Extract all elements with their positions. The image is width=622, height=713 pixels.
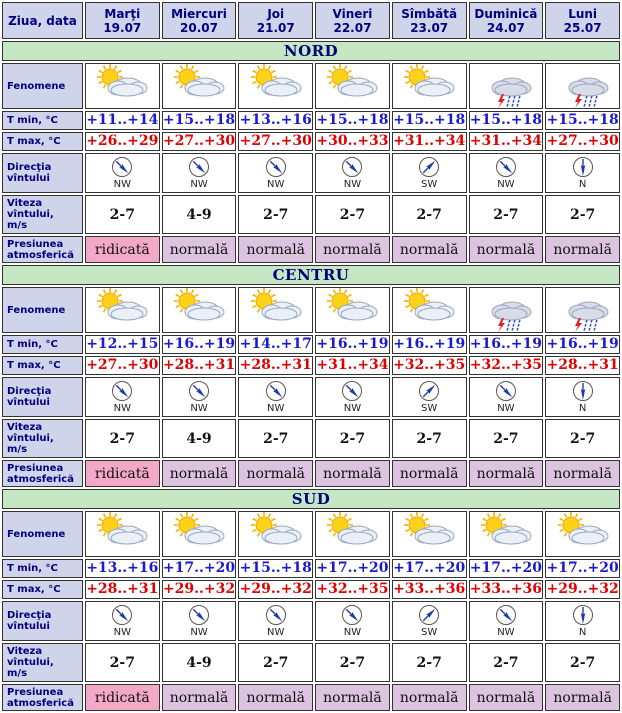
wind-direction — [239, 156, 312, 190]
header-day — [392, 2, 467, 39]
compass-arrow-icon — [265, 604, 287, 626]
wind-speed-value: 2-7 — [545, 195, 620, 234]
compass-arrow-icon — [572, 156, 594, 178]
wind-speed-value: 4-9 — [162, 195, 237, 234]
header-corner: Ziua, data — [2, 2, 83, 39]
tmin-value: +16..+19 — [316, 336, 389, 352]
wind-direction-cell — [545, 153, 620, 193]
day-name: Sîmbătă — [401, 6, 458, 21]
tmax-value: +27..+30 — [239, 133, 312, 149]
thunderstorm-rain-icon — [470, 64, 543, 108]
tmin-value: +17..+20 — [316, 560, 389, 576]
compass-arrow-icon — [341, 156, 363, 178]
compass-arrow-icon — [495, 156, 517, 178]
partly-cloudy-icon — [316, 288, 389, 332]
thunderstorm-rain-icon — [546, 288, 619, 332]
label-line: Direcţia — [7, 610, 52, 621]
wind-direction — [86, 380, 159, 414]
weather-cell — [238, 63, 313, 109]
tmin-value: +14..+17 — [239, 336, 312, 352]
wind-direction-value: NW — [190, 179, 208, 190]
wind-direction — [316, 604, 389, 638]
tmin-row — [2, 335, 620, 354]
weather-cell — [238, 511, 313, 557]
compass-arrow-icon — [188, 604, 210, 626]
wind-direction-row — [2, 153, 620, 193]
day-name: Marţi — [104, 6, 141, 21]
phenomena-label: Fenomene — [2, 63, 83, 109]
wind-direction-cell — [85, 153, 160, 193]
phenomena-label: Fenomene — [2, 287, 83, 333]
thunderstorm-rain-icon — [470, 288, 543, 332]
day-name: Luni — [568, 6, 598, 21]
tmin-value: +16..+19 — [546, 336, 619, 352]
weather-cell — [545, 63, 620, 109]
weather-cell — [85, 511, 160, 557]
wind-direction-value: NW — [343, 179, 362, 190]
wind-direction-value: N — [578, 179, 587, 190]
wind-direction — [86, 156, 159, 190]
label-line: Presiunea — [7, 686, 64, 698]
header-day — [545, 2, 620, 39]
label-line: vîntului — [7, 397, 50, 408]
pressure-value: ridicată — [85, 236, 160, 263]
label-line: vîntului, — [7, 657, 54, 668]
wind-direction — [393, 380, 466, 414]
wind-speed-value: 4-9 — [162, 643, 237, 682]
partly-cloudy-icon — [470, 512, 543, 556]
pressure-label — [2, 236, 83, 263]
tmax-row — [2, 132, 620, 151]
wind-direction-cell — [392, 153, 467, 193]
wind-speed-value: 2-7 — [392, 643, 467, 682]
pressure-value: normală — [315, 236, 390, 263]
wind-speed-value: 2-7 — [469, 643, 544, 682]
pressure-value: normală — [238, 236, 313, 263]
weather-cell — [162, 287, 237, 333]
weather-cell — [392, 511, 467, 557]
wind-direction-cell — [392, 377, 467, 417]
tmax-value: +28..+31 — [546, 357, 619, 373]
wind-direction-cell — [469, 601, 544, 641]
wind-direction — [546, 380, 619, 414]
partly-cloudy-icon — [239, 512, 312, 556]
wind-direction-value: NW — [113, 403, 131, 414]
wind-direction — [470, 156, 543, 190]
wind-direction-value: NW — [497, 179, 515, 190]
wind-direction-value: SW — [421, 403, 438, 414]
wind-speed-value: 2-7 — [545, 643, 620, 682]
label-line: m/s — [7, 668, 28, 679]
wind-direction-value: NW — [343, 403, 362, 414]
region-title: CENTRU — [2, 265, 620, 285]
compass-arrow-icon — [418, 380, 440, 402]
wind-direction — [316, 380, 389, 414]
pressure-value: normală — [162, 684, 237, 711]
tmax-value: +29..+32 — [239, 581, 312, 597]
wind-direction-label — [2, 377, 83, 417]
wind-direction — [393, 156, 466, 190]
weather-cell — [545, 287, 620, 333]
wind-direction — [316, 156, 389, 190]
label-line: m/s — [7, 444, 28, 455]
wind-direction-value: NW — [343, 627, 362, 638]
pressure-value: normală — [238, 460, 313, 487]
wind-direction-row — [2, 377, 620, 417]
compass-arrow-icon — [418, 156, 440, 178]
wind-direction-value: N — [578, 403, 587, 414]
day-date: 25.07 — [563, 20, 602, 35]
tmax-label: T max, °C — [2, 580, 83, 599]
weather-cell — [85, 63, 160, 109]
wind-direction-cell — [85, 377, 160, 417]
wind-speed-value: 2-7 — [238, 195, 313, 234]
wind-direction-cell — [392, 601, 467, 641]
phenomena-row — [2, 287, 620, 333]
label-line: Direcţia — [7, 162, 52, 173]
wind-speed-value: 2-7 — [85, 195, 160, 234]
pressure-value: normală — [545, 236, 620, 263]
label-line: Presiunea — [7, 462, 64, 474]
wind-direction — [163, 604, 236, 638]
pressure-value: ridicată — [85, 684, 160, 711]
region-row — [2, 489, 620, 509]
header-day — [469, 2, 544, 39]
label-line: vîntului — [7, 621, 50, 632]
pressure-value: normală — [392, 684, 467, 711]
compass-arrow-icon — [265, 380, 287, 402]
compass-arrow-icon — [495, 604, 517, 626]
compass-arrow-icon — [111, 380, 133, 402]
wind-direction-value: NW — [190, 627, 208, 638]
wind-direction-cell — [315, 377, 390, 417]
header-day — [315, 2, 390, 39]
day-date: 19.07 — [103, 20, 142, 35]
tmin-value: +17..+20 — [546, 560, 619, 576]
day-date: 20.07 — [180, 20, 218, 35]
wind-speed-value: 2-7 — [315, 419, 390, 458]
tmin-value: +15..+18 — [162, 112, 236, 128]
tmax-value: +33..+36 — [469, 581, 542, 597]
tmin-value: +15..+18 — [316, 112, 389, 128]
tmin-value: +15..+18 — [469, 112, 542, 128]
tmax-value: +28..+31 — [162, 357, 236, 373]
pressure-label — [2, 460, 83, 487]
label-line: atmosferică — [7, 249, 74, 261]
partly-cloudy-icon — [86, 512, 159, 556]
weather-cell — [469, 63, 544, 109]
wind-speed-value: 2-7 — [315, 643, 390, 682]
pressure-value: normală — [162, 460, 237, 487]
label-line: vîntului, — [7, 433, 54, 444]
compass-arrow-icon — [572, 380, 594, 402]
pressure-value: normală — [162, 236, 237, 263]
partly-cloudy-icon — [316, 64, 389, 108]
wind-direction-cell — [545, 601, 620, 641]
tmax-value: +27..+30 — [86, 357, 159, 373]
partly-cloudy-icon — [239, 288, 312, 332]
wind-direction — [163, 156, 236, 190]
tmin-value: +16..+19 — [393, 336, 466, 352]
wind-direction-value: SW — [421, 179, 438, 190]
label-line: Viteza — [7, 422, 43, 433]
wind-direction-cell — [162, 601, 237, 641]
wind-direction — [163, 380, 236, 414]
wind-direction-value: NW — [267, 403, 285, 414]
partly-cloudy-icon — [393, 64, 466, 108]
wind-direction-cell — [469, 153, 544, 193]
label-line: atmosferică — [7, 473, 74, 485]
label-line: m/s — [7, 220, 28, 231]
pressure-row — [2, 460, 620, 487]
day-name: Duminică — [474, 6, 538, 21]
tmax-value: +29..+32 — [546, 581, 619, 597]
label-line: Direcţia — [7, 386, 52, 397]
region-title: SUD — [2, 489, 620, 509]
wind-direction-value: NW — [190, 403, 208, 414]
wind-direction-value: NW — [113, 627, 131, 638]
tmax-label: T max, °C — [2, 356, 83, 375]
tmin-value: +16..+19 — [469, 336, 542, 352]
wind-direction-label — [2, 153, 83, 193]
partly-cloudy-icon — [546, 512, 619, 556]
partly-cloudy-icon — [239, 64, 312, 108]
label-line: Viteza — [7, 646, 43, 657]
weather-cell — [238, 287, 313, 333]
compass-arrow-icon — [111, 604, 133, 626]
pressure-label — [2, 684, 83, 711]
region-row — [2, 265, 620, 285]
weather-cell — [469, 511, 544, 557]
tmin-label: T min, °C — [2, 335, 83, 354]
wind-direction-cell — [469, 377, 544, 417]
compass-arrow-icon — [265, 156, 287, 178]
weather-cell — [545, 511, 620, 557]
region-row — [2, 41, 620, 61]
pressure-value: normală — [315, 684, 390, 711]
tmin-value: +13..+16 — [86, 560, 159, 576]
tmax-value: +28..+31 — [86, 581, 159, 597]
wind-direction-value: NW — [113, 179, 131, 190]
weather-cell — [315, 287, 390, 333]
wind-speed-row — [2, 643, 620, 682]
pressure-value: normală — [469, 684, 544, 711]
thunderstorm-rain-icon — [546, 64, 619, 108]
compass-arrow-icon — [418, 604, 440, 626]
compass-arrow-icon — [495, 380, 517, 402]
tmax-value: +32..+35 — [316, 581, 389, 597]
tmax-value: +33..+36 — [393, 581, 466, 597]
wind-speed-label — [2, 195, 83, 234]
wind-direction — [239, 380, 312, 414]
wind-direction-value: NW — [497, 403, 515, 414]
label-line: vîntului — [7, 173, 50, 184]
region-title: NORD — [2, 41, 620, 61]
wind-direction — [546, 604, 619, 638]
wind-speed-value: 2-7 — [469, 419, 544, 458]
tmax-row — [2, 580, 620, 599]
wind-direction — [239, 604, 312, 638]
wind-direction — [546, 156, 619, 190]
header-row — [2, 2, 620, 39]
forecast-body — [2, 2, 620, 711]
wind-direction-label — [2, 601, 83, 641]
header-day — [238, 2, 313, 39]
day-date: 21.07 — [256, 20, 295, 35]
label-line: Presiunea — [7, 238, 64, 250]
tmin-value: +15..+18 — [239, 560, 312, 576]
tmin-value: +17..+20 — [162, 560, 236, 576]
wind-direction-cell — [545, 377, 620, 417]
pressure-row — [2, 236, 620, 263]
tmax-value: +29..+32 — [162, 581, 236, 597]
compass-arrow-icon — [341, 380, 363, 402]
wind-speed-value: 2-7 — [85, 643, 160, 682]
compass-arrow-icon — [111, 156, 133, 178]
tmax-label: T max, °C — [2, 132, 83, 151]
weather-cell — [469, 287, 544, 333]
tmin-row — [2, 559, 620, 578]
wind-speed-value: 2-7 — [469, 195, 544, 234]
tmin-value: +15..+18 — [546, 112, 619, 128]
compass-arrow-icon — [188, 156, 210, 178]
day-date: 24.07 — [486, 20, 525, 35]
wind-speed-value: 2-7 — [392, 419, 467, 458]
wind-direction-value: NW — [267, 179, 285, 190]
pressure-value: normală — [469, 236, 544, 263]
pressure-value: normală — [392, 236, 467, 263]
tmin-value: +12..+15 — [86, 336, 159, 352]
phenomena-row — [2, 511, 620, 557]
phenomena-row — [2, 63, 620, 109]
pressure-value: ridicată — [85, 460, 160, 487]
wind-direction-cell — [162, 153, 237, 193]
day-name: Vineri — [332, 6, 373, 21]
tmin-row — [2, 111, 620, 130]
wind-direction-value: N — [578, 627, 587, 638]
wind-speed-value: 4-9 — [162, 419, 237, 458]
header-day — [162, 2, 237, 39]
tmax-value: +27..+30 — [546, 133, 619, 149]
day-date: 23.07 — [410, 20, 449, 35]
partly-cloudy-icon — [393, 288, 466, 332]
tmax-value: +31..+34 — [393, 133, 466, 149]
tmax-value: +30..+33 — [316, 133, 389, 149]
wind-direction — [470, 604, 543, 638]
tmax-row — [2, 356, 620, 375]
wind-speed-label — [2, 419, 83, 458]
day-name: Miercuri — [171, 6, 227, 21]
wind-direction-cell — [85, 601, 160, 641]
compass-arrow-icon — [572, 604, 594, 626]
tmax-value: +32..+35 — [469, 357, 542, 373]
tmin-value: +15..+18 — [393, 112, 466, 128]
wind-speed-value: 2-7 — [238, 643, 313, 682]
wind-direction-cell — [315, 153, 390, 193]
wind-direction-value: NW — [497, 627, 515, 638]
compass-arrow-icon — [188, 380, 210, 402]
weather-cell — [392, 287, 467, 333]
wind-direction — [470, 380, 543, 414]
weather-cell — [85, 287, 160, 333]
wind-direction-cell — [162, 377, 237, 417]
wind-speed-label — [2, 643, 83, 682]
tmin-label: T min, °C — [2, 111, 83, 130]
partly-cloudy-icon — [393, 512, 466, 556]
wind-speed-value: 2-7 — [85, 419, 160, 458]
pressure-value: normală — [545, 460, 620, 487]
wind-direction-row — [2, 601, 620, 641]
pressure-value: normală — [469, 460, 544, 487]
weather-cell — [315, 63, 390, 109]
wind-direction — [393, 604, 466, 638]
partly-cloudy-icon — [163, 64, 236, 108]
wind-speed-value: 2-7 — [238, 419, 313, 458]
partly-cloudy-icon — [163, 288, 236, 332]
tmin-value: +16..+19 — [162, 336, 236, 352]
weather-cell — [162, 63, 237, 109]
wind-direction-cell — [238, 153, 313, 193]
partly-cloudy-icon — [163, 512, 236, 556]
tmax-value: +28..+31 — [239, 357, 312, 373]
pressure-value: normală — [545, 684, 620, 711]
header-day — [85, 2, 160, 39]
pressure-value: normală — [238, 684, 313, 711]
wind-speed-value: 2-7 — [392, 195, 467, 234]
tmax-value: +31..+34 — [469, 133, 542, 149]
tmin-value: +13..+16 — [239, 112, 312, 128]
partly-cloudy-icon — [316, 512, 389, 556]
wind-speed-row — [2, 195, 620, 234]
pressure-value: normală — [392, 460, 467, 487]
label-line: vîntului, — [7, 209, 54, 220]
tmin-value: +17..+20 — [393, 560, 466, 576]
phenomena-label: Fenomene — [2, 511, 83, 557]
wind-speed-value: 2-7 — [545, 419, 620, 458]
day-date: 22.07 — [333, 20, 372, 35]
tmin-label: T min, °C — [2, 559, 83, 578]
label-line: atmosferică — [7, 697, 74, 709]
tmin-value: +17..+20 — [469, 560, 542, 576]
pressure-value: normală — [315, 460, 390, 487]
tmax-value: +27..+30 — [162, 133, 236, 149]
label-line: Viteza — [7, 198, 43, 209]
wind-speed-row — [2, 419, 620, 458]
wind-direction-value: NW — [267, 627, 285, 638]
wind-direction-cell — [315, 601, 390, 641]
pressure-row — [2, 684, 620, 711]
wind-direction-cell — [238, 377, 313, 417]
tmin-value: +11..+14 — [86, 112, 159, 128]
wind-direction-value: SW — [421, 627, 438, 638]
weather-cell — [315, 511, 390, 557]
tmax-value: +32..+35 — [393, 357, 466, 373]
partly-cloudy-icon — [86, 288, 159, 332]
weather-cell — [162, 511, 237, 557]
partly-cloudy-icon — [86, 64, 159, 108]
compass-arrow-icon — [341, 604, 363, 626]
wind-direction-cell — [238, 601, 313, 641]
wind-direction — [86, 604, 159, 638]
day-name: Joi — [267, 6, 285, 21]
tmax-value: +31..+34 — [316, 357, 389, 373]
tmax-value: +26..+29 — [86, 133, 159, 149]
weather-cell — [392, 63, 467, 109]
wind-speed-value: 2-7 — [315, 195, 390, 234]
